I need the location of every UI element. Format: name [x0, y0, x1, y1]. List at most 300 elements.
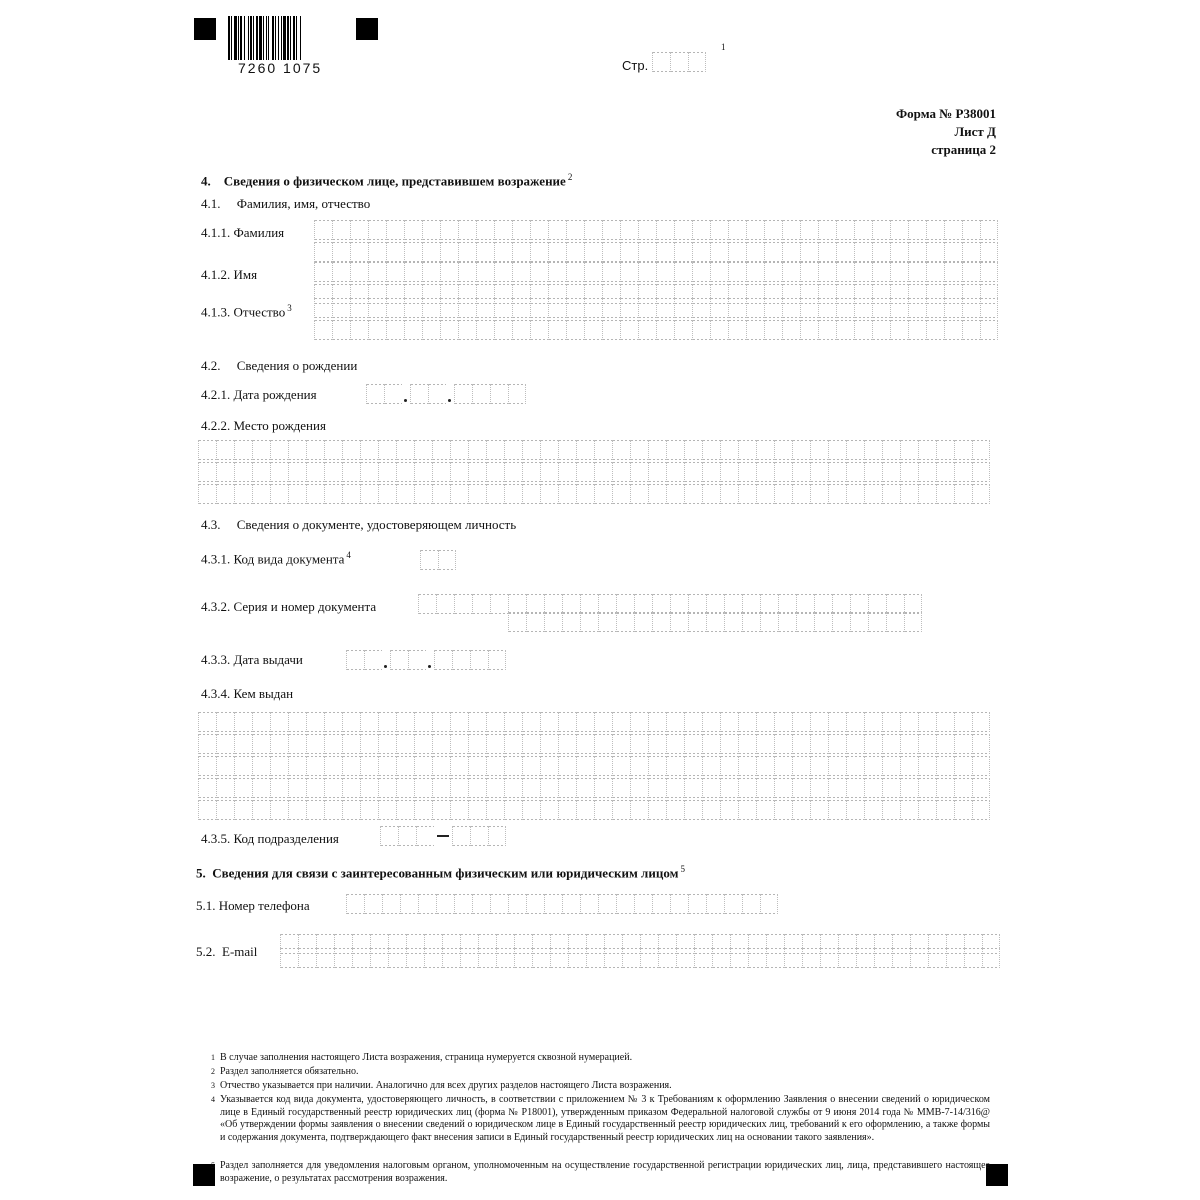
input-cell[interactable]: [602, 298, 620, 318]
input-cell[interactable]: [584, 262, 602, 282]
patronymic-row-2[interactable]: [314, 320, 998, 340]
input-cell[interactable]: [800, 262, 818, 282]
input-cell[interactable]: [486, 484, 504, 504]
input-cell[interactable]: [360, 712, 378, 732]
input-cell[interactable]: [738, 712, 756, 732]
input-cell[interactable]: [440, 242, 458, 262]
input-cell[interactable]: [530, 298, 548, 318]
input-cell[interactable]: [828, 800, 846, 820]
input-cell[interactable]: [810, 734, 828, 754]
input-cell[interactable]: [746, 298, 764, 318]
input-cell[interactable]: [468, 484, 486, 504]
last-name-row-2[interactable]: [314, 242, 998, 262]
input-cell[interactable]: [440, 298, 458, 318]
input-cell[interactable]: [760, 894, 778, 914]
input-cell[interactable]: [782, 320, 800, 340]
input-cell[interactable]: [926, 242, 944, 262]
input-cell[interactable]: [684, 712, 702, 732]
input-cell[interactable]: [198, 484, 216, 504]
input-cell[interactable]: [594, 756, 612, 776]
input-cell[interactable]: [774, 712, 792, 732]
input-cell[interactable]: [288, 734, 306, 754]
input-cell[interactable]: [868, 594, 886, 614]
input-cell[interactable]: [892, 948, 910, 968]
input-cell[interactable]: [836, 298, 854, 318]
input-cell[interactable]: [252, 462, 270, 482]
input-cell[interactable]: [666, 484, 684, 504]
input-cell[interactable]: [944, 262, 962, 282]
input-cell[interactable]: [414, 778, 432, 798]
input-cell[interactable]: [288, 462, 306, 482]
input-cell[interactable]: [908, 298, 926, 318]
input-cell[interactable]: [800, 220, 818, 240]
input-cell[interactable]: [900, 484, 918, 504]
input-cell[interactable]: [306, 440, 324, 460]
input-cell[interactable]: [688, 894, 706, 914]
input-cell[interactable]: [962, 220, 980, 240]
input-cell[interactable]: [926, 220, 944, 240]
input-cell[interactable]: [814, 612, 832, 632]
input-cell[interactable]: [368, 242, 386, 262]
input-cell[interactable]: [504, 756, 522, 776]
input-cell[interactable]: [820, 948, 838, 968]
input-cell[interactable]: [814, 594, 832, 614]
input-cell[interactable]: [910, 948, 928, 968]
input-cell[interactable]: [332, 320, 350, 340]
input-cell[interactable]: [368, 220, 386, 240]
input-cell[interactable]: [472, 384, 490, 404]
input-cell[interactable]: [656, 298, 674, 318]
input-cell[interactable]: [706, 594, 724, 614]
input-cell[interactable]: [900, 462, 918, 482]
input-cell[interactable]: [594, 712, 612, 732]
input-cell[interactable]: [544, 612, 562, 632]
input-cell[interactable]: [314, 220, 332, 240]
input-cell[interactable]: [522, 778, 540, 798]
input-cell[interactable]: [648, 800, 666, 820]
input-cell[interactable]: [688, 594, 706, 614]
input-cell[interactable]: [886, 594, 904, 614]
input-cell[interactable]: [846, 778, 864, 798]
input-cell[interactable]: [414, 712, 432, 732]
input-cell[interactable]: [652, 52, 670, 72]
input-cell[interactable]: [346, 650, 364, 670]
first-name-row-1[interactable]: [314, 262, 998, 282]
input-cell[interactable]: [684, 484, 702, 504]
input-cell[interactable]: [846, 734, 864, 754]
input-cell[interactable]: [666, 440, 684, 460]
input-cell[interactable]: [314, 320, 332, 340]
input-cell[interactable]: [838, 948, 856, 968]
input-cell[interactable]: [476, 320, 494, 340]
input-cell[interactable]: [558, 800, 576, 820]
input-cell[interactable]: [702, 800, 720, 820]
input-cell[interactable]: [882, 756, 900, 776]
input-cell[interactable]: [710, 298, 728, 318]
input-cell[interactable]: [368, 262, 386, 282]
input-cell[interactable]: [796, 594, 814, 614]
input-cell[interactable]: [702, 712, 720, 732]
input-cell[interactable]: [458, 220, 476, 240]
input-cell[interactable]: [404, 262, 422, 282]
input-cell[interactable]: [530, 242, 548, 262]
input-cell[interactable]: [936, 756, 954, 776]
input-cell[interactable]: [306, 800, 324, 820]
input-cell[interactable]: [452, 650, 470, 670]
input-cell[interactable]: [846, 712, 864, 732]
input-cell[interactable]: [324, 462, 342, 482]
input-cell[interactable]: [962, 262, 980, 282]
input-cell[interactable]: [598, 894, 616, 914]
input-cell[interactable]: [364, 650, 382, 670]
input-cell[interactable]: [288, 712, 306, 732]
input-cell[interactable]: [404, 298, 422, 318]
input-cell[interactable]: [818, 262, 836, 282]
input-cell[interactable]: [252, 756, 270, 776]
input-cell[interactable]: [414, 484, 432, 504]
input-cell[interactable]: [216, 734, 234, 754]
input-cell[interactable]: [756, 712, 774, 732]
input-cell[interactable]: [764, 298, 782, 318]
input-cell[interactable]: [346, 894, 364, 914]
input-cell[interactable]: [548, 320, 566, 340]
input-cell[interactable]: [522, 440, 540, 460]
input-cell[interactable]: [670, 52, 688, 72]
input-cell[interactable]: [548, 242, 566, 262]
input-cell[interactable]: [526, 894, 544, 914]
input-cell[interactable]: [774, 800, 792, 820]
input-cell[interactable]: [706, 612, 724, 632]
input-cell[interactable]: [198, 462, 216, 482]
input-cell[interactable]: [850, 612, 868, 632]
input-cell[interactable]: [648, 778, 666, 798]
input-cell[interactable]: [854, 242, 872, 262]
input-cell[interactable]: [602, 320, 620, 340]
input-cell[interactable]: [856, 948, 874, 968]
input-cell[interactable]: [944, 220, 962, 240]
input-cell[interactable]: [440, 220, 458, 240]
input-cell[interactable]: [828, 734, 846, 754]
input-cell[interactable]: [512, 262, 530, 282]
input-cell[interactable]: [332, 242, 350, 262]
input-cell[interactable]: [512, 242, 530, 262]
input-cell[interactable]: [620, 262, 638, 282]
input-cell[interactable]: [454, 894, 472, 914]
input-cell[interactable]: [540, 800, 558, 820]
input-cell[interactable]: [918, 712, 936, 732]
issued-by-row-3[interactable]: [198, 756, 990, 776]
email-row-2[interactable]: [280, 948, 1000, 968]
input-cell[interactable]: [576, 440, 594, 460]
input-cell[interactable]: [854, 320, 872, 340]
input-cell[interactable]: [756, 756, 774, 776]
input-cell[interactable]: [504, 440, 522, 460]
input-cell[interactable]: [756, 800, 774, 820]
input-cell[interactable]: [836, 220, 854, 240]
input-cell[interactable]: [800, 298, 818, 318]
input-cell[interactable]: [594, 778, 612, 798]
input-cell[interactable]: [612, 484, 630, 504]
input-cell[interactable]: [720, 778, 738, 798]
input-cell[interactable]: [864, 712, 882, 732]
input-cell[interactable]: [494, 262, 512, 282]
input-cell[interactable]: [584, 220, 602, 240]
input-cell[interactable]: [440, 262, 458, 282]
input-cell[interactable]: [926, 320, 944, 340]
input-cell[interactable]: [620, 320, 638, 340]
input-cell[interactable]: [962, 242, 980, 262]
input-cell[interactable]: [954, 800, 972, 820]
input-cell[interactable]: [442, 948, 460, 968]
input-cell[interactable]: [216, 462, 234, 482]
input-cell[interactable]: [810, 484, 828, 504]
division-code-field[interactable]: [380, 826, 506, 846]
input-cell[interactable]: [420, 550, 438, 570]
input-cell[interactable]: [904, 612, 922, 632]
input-cell[interactable]: [404, 220, 422, 240]
input-cell[interactable]: [782, 242, 800, 262]
input-cell[interactable]: [936, 734, 954, 754]
input-cell[interactable]: [396, 734, 414, 754]
input-cell[interactable]: [882, 440, 900, 460]
input-cell[interactable]: [234, 734, 252, 754]
input-cell[interactable]: [882, 734, 900, 754]
input-cell[interactable]: [782, 220, 800, 240]
input-cell[interactable]: [342, 800, 360, 820]
input-cell[interactable]: [648, 440, 666, 460]
input-cell[interactable]: [954, 756, 972, 776]
input-cell[interactable]: [946, 948, 964, 968]
input-cell[interactable]: [746, 242, 764, 262]
input-cell[interactable]: [712, 948, 730, 968]
input-cell[interactable]: [270, 734, 288, 754]
input-cell[interactable]: [890, 298, 908, 318]
issued-by-row-1[interactable]: [198, 712, 990, 732]
input-cell[interactable]: [936, 778, 954, 798]
input-cell[interactable]: [674, 242, 692, 262]
input-cell[interactable]: [832, 612, 850, 632]
input-cell[interactable]: [452, 826, 470, 846]
input-cell[interactable]: [386, 320, 404, 340]
input-cell[interactable]: [360, 462, 378, 482]
input-cell[interactable]: [504, 734, 522, 754]
input-cell[interactable]: [378, 734, 396, 754]
input-cell[interactable]: [540, 462, 558, 482]
input-cell[interactable]: [864, 734, 882, 754]
input-cell[interactable]: [594, 734, 612, 754]
doc-type-code-field[interactable]: [420, 550, 456, 570]
input-cell[interactable]: [598, 594, 616, 614]
input-cell[interactable]: [972, 756, 990, 776]
input-cell[interactable]: [508, 384, 526, 404]
input-cell[interactable]: [472, 894, 490, 914]
input-cell[interactable]: [306, 778, 324, 798]
input-cell[interactable]: [378, 756, 396, 776]
input-cell[interactable]: [368, 320, 386, 340]
input-cell[interactable]: [850, 594, 868, 614]
input-cell[interactable]: [792, 484, 810, 504]
input-cell[interactable]: [872, 242, 890, 262]
input-cell[interactable]: [324, 484, 342, 504]
input-cell[interactable]: [288, 756, 306, 776]
input-cell[interactable]: [342, 712, 360, 732]
input-cell[interactable]: [598, 612, 616, 632]
input-cell[interactable]: [558, 440, 576, 460]
input-cell[interactable]: [802, 948, 820, 968]
input-cell[interactable]: [936, 484, 954, 504]
input-cell[interactable]: [332, 262, 350, 282]
input-cell[interactable]: [720, 734, 738, 754]
input-cell[interactable]: [784, 948, 802, 968]
input-cell[interactable]: [488, 650, 506, 670]
birth-date-field[interactable]: [366, 384, 526, 404]
input-cell[interactable]: [422, 262, 440, 282]
input-cell[interactable]: [872, 320, 890, 340]
input-cell[interactable]: [252, 778, 270, 798]
input-cell[interactable]: [882, 712, 900, 732]
input-cell[interactable]: [548, 298, 566, 318]
input-cell[interactable]: [418, 594, 436, 614]
input-cell[interactable]: [674, 320, 692, 340]
input-cell[interactable]: [972, 484, 990, 504]
input-cell[interactable]: [396, 778, 414, 798]
input-cell[interactable]: [972, 440, 990, 460]
input-cell[interactable]: [854, 262, 872, 282]
input-cell[interactable]: [684, 778, 702, 798]
input-cell[interactable]: [720, 484, 738, 504]
input-cell[interactable]: [490, 384, 508, 404]
input-cell[interactable]: [810, 440, 828, 460]
input-cell[interactable]: [738, 800, 756, 820]
input-cell[interactable]: [926, 298, 944, 318]
input-cell[interactable]: [616, 594, 634, 614]
input-cell[interactable]: [634, 894, 652, 914]
issued-by-row-4[interactable]: [198, 778, 990, 798]
input-cell[interactable]: [810, 800, 828, 820]
input-cell[interactable]: [738, 778, 756, 798]
input-cell[interactable]: [378, 440, 396, 460]
input-cell[interactable]: [872, 262, 890, 282]
input-cell[interactable]: [836, 262, 854, 282]
input-cell[interactable]: [620, 220, 638, 240]
input-cell[interactable]: [490, 894, 508, 914]
input-cell[interactable]: [198, 734, 216, 754]
input-cell[interactable]: [666, 712, 684, 732]
input-cell[interactable]: [602, 242, 620, 262]
input-cell[interactable]: [602, 220, 620, 240]
input-cell[interactable]: [792, 778, 810, 798]
input-cell[interactable]: [792, 734, 810, 754]
input-cell[interactable]: [558, 712, 576, 732]
input-cell[interactable]: [488, 826, 506, 846]
input-cell[interactable]: [638, 320, 656, 340]
input-cell[interactable]: [306, 712, 324, 732]
input-cell[interactable]: [522, 800, 540, 820]
input-cell[interactable]: [422, 298, 440, 318]
input-cell[interactable]: [918, 462, 936, 482]
phone-field[interactable]: [346, 894, 778, 914]
input-cell[interactable]: [584, 320, 602, 340]
input-cell[interactable]: [288, 800, 306, 820]
input-cell[interactable]: [882, 484, 900, 504]
input-cell[interactable]: [652, 612, 670, 632]
input-cell[interactable]: [350, 320, 368, 340]
input-cell[interactable]: [352, 948, 370, 968]
input-cell[interactable]: [774, 778, 792, 798]
input-cell[interactable]: [324, 734, 342, 754]
input-cell[interactable]: [540, 778, 558, 798]
input-cell[interactable]: [800, 242, 818, 262]
input-cell[interactable]: [746, 320, 764, 340]
input-cell[interactable]: [764, 242, 782, 262]
input-cell[interactable]: [594, 484, 612, 504]
input-cell[interactable]: [724, 612, 742, 632]
input-cell[interactable]: [692, 220, 710, 240]
input-cell[interactable]: [566, 320, 584, 340]
input-cell[interactable]: [792, 800, 810, 820]
input-cell[interactable]: [364, 894, 382, 914]
input-cell[interactable]: [408, 650, 426, 670]
input-cell[interactable]: [710, 220, 728, 240]
input-cell[interactable]: [378, 800, 396, 820]
input-cell[interactable]: [746, 220, 764, 240]
input-cell[interactable]: [724, 894, 742, 914]
input-cell[interactable]: [390, 650, 408, 670]
input-cell[interactable]: [980, 262, 998, 282]
input-cell[interactable]: [198, 756, 216, 776]
input-cell[interactable]: [234, 440, 252, 460]
input-cell[interactable]: [576, 756, 594, 776]
input-cell[interactable]: [886, 612, 904, 632]
input-cell[interactable]: [868, 612, 886, 632]
birth-place-row-2[interactable]: [198, 462, 990, 482]
input-cell[interactable]: [746, 262, 764, 282]
input-cell[interactable]: [634, 594, 652, 614]
issue-date-field[interactable]: [346, 650, 506, 670]
input-cell[interactable]: [252, 712, 270, 732]
input-cell[interactable]: [562, 594, 580, 614]
input-cell[interactable]: [450, 462, 468, 482]
input-cell[interactable]: [630, 440, 648, 460]
input-cell[interactable]: [280, 948, 298, 968]
input-cell[interactable]: [742, 612, 760, 632]
input-cell[interactable]: [398, 826, 416, 846]
input-cell[interactable]: [616, 894, 634, 914]
input-cell[interactable]: [332, 298, 350, 318]
input-cell[interactable]: [548, 220, 566, 240]
input-cell[interactable]: [288, 440, 306, 460]
input-cell[interactable]: [384, 384, 402, 404]
input-cell[interactable]: [972, 778, 990, 798]
input-cell[interactable]: [944, 298, 962, 318]
input-cell[interactable]: [512, 220, 530, 240]
input-cell[interactable]: [576, 712, 594, 732]
input-cell[interactable]: [818, 220, 836, 240]
input-cell[interactable]: [872, 298, 890, 318]
input-cell[interactable]: [396, 462, 414, 482]
input-cell[interactable]: [422, 220, 440, 240]
input-cell[interactable]: [782, 262, 800, 282]
input-cell[interactable]: [470, 826, 488, 846]
input-cell[interactable]: [612, 440, 630, 460]
input-cell[interactable]: [540, 712, 558, 732]
input-cell[interactable]: [252, 800, 270, 820]
input-cell[interactable]: [656, 262, 674, 282]
input-cell[interactable]: [890, 262, 908, 282]
input-cell[interactable]: [640, 948, 658, 968]
input-cell[interactable]: [470, 650, 488, 670]
input-cell[interactable]: [864, 484, 882, 504]
